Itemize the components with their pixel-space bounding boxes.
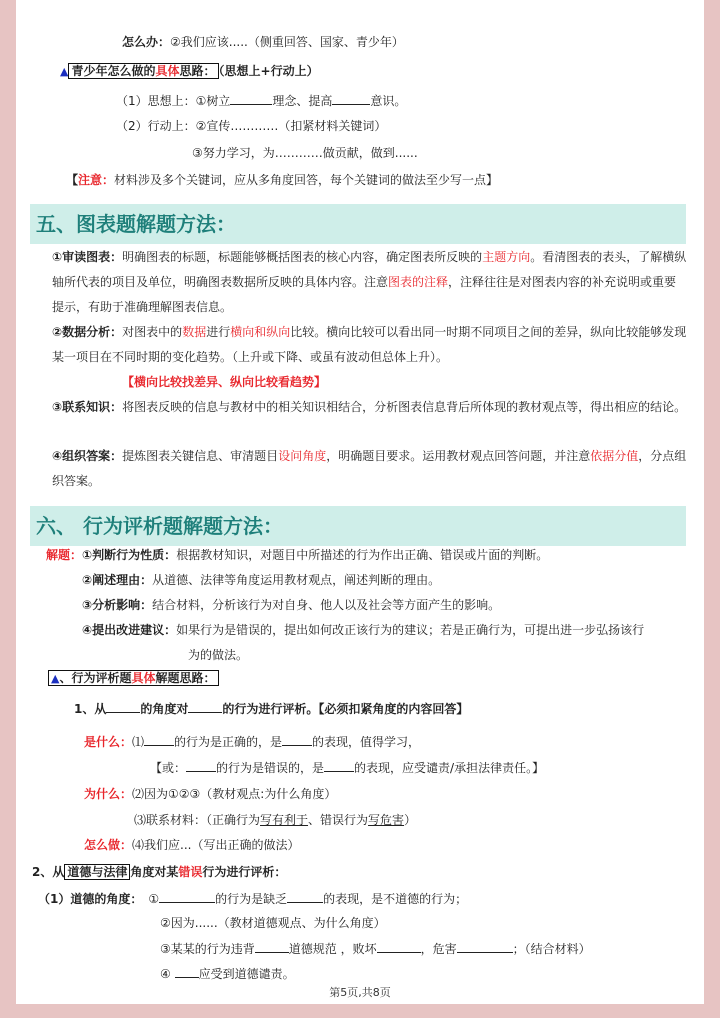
r2-b: 角度对某 (130, 865, 179, 879)
r2-box: 道德与法律 (64, 864, 130, 880)
m1-b: 的行为是缺乏 (215, 892, 288, 906)
step1-r1: 主题方向 (482, 250, 531, 264)
how-text: ②我们应该.....（侧重回答、国家、青少年） (170, 35, 404, 49)
do-label: 怎么做： (84, 838, 133, 852)
or-a: 【或： (150, 761, 187, 775)
r2-a: 2、从 (32, 865, 65, 879)
rule-2 (32, 864, 286, 880)
do-text: ⑷我们应...（写出正确的做法） (132, 838, 300, 852)
note-open: 【 (66, 173, 79, 187)
action-line: （2）行动上：②宣传…………（扣紧材料关键词） (116, 119, 387, 133)
step4-t2: ，明确题目要求。运用教材观点回答问题，并注意 (326, 449, 591, 463)
why2-b: 、错误行为 (308, 813, 369, 827)
youth-title-a: 青少年怎么做的 (71, 64, 156, 78)
r2-red: 错误 (178, 865, 203, 879)
s3-label: ③分析影响： (82, 598, 153, 612)
r2-c: 行为进行评析： (202, 865, 287, 879)
step3-t1: 将图表反映的信息与教材中的相关知识相结合，分析图表信息背后所体现的教材观点等，得出相应的结论。 (122, 400, 687, 414)
m1-a: ① (148, 892, 160, 906)
s2-text: 从道德、法律等角度运用教材观点，阐述判断的理由。 (152, 573, 441, 587)
r1-c: 的行为进行评析。【必须扣紧角度的内容回答】 (222, 702, 469, 716)
moral-line-4 (160, 965, 295, 982)
solve-step-3 (82, 597, 500, 613)
solve-step-1 (46, 547, 548, 563)
blank-line (175, 965, 199, 978)
do-line (84, 837, 299, 853)
step1-t2: 。看清图表的表头，了解横纵轴所代表的项目及单位，明确图表数据所反映的具体内容。注意 (52, 250, 687, 289)
m1-c: 的表现，是不道德的行为； (323, 892, 468, 906)
step1-r2: 图表的注释 (388, 275, 449, 289)
step4-t1: 提炼图表关键信息、审清题目 (122, 449, 279, 463)
behavior-box-heading (48, 670, 219, 687)
youth-title-b: 思路： (179, 64, 216, 78)
what-a: ⑴ (132, 735, 145, 749)
how-label: 怎么办： (122, 35, 171, 49)
blank-line (159, 890, 215, 903)
what-b: 的行为是正确的，是 (174, 735, 283, 749)
thought-b: 理念、提高 (272, 94, 333, 108)
what-c: 的表现，值得学习， (312, 735, 421, 749)
moral-line-1 (38, 890, 467, 907)
why2-c: ） (404, 813, 417, 827)
youth-heading (60, 63, 319, 80)
blank-line (188, 700, 222, 713)
page-footer: 第5页,共8页 (329, 986, 391, 999)
section6-heading (30, 506, 686, 546)
r1-b: 的角度对 (140, 702, 189, 716)
section5-title: 五、图表题解题方法： (36, 212, 236, 236)
box-red: 具体 (131, 671, 156, 685)
step2-t3: 比较。横向比较可以看出同一时期不同项目之间的差异，纵向比较能够发现某一项目在不同时期的变化趋势。（上升或下降、或虽有波动但总体上升）。 (52, 325, 687, 364)
chart-step-2 (52, 320, 688, 370)
compare-tip: 【横向比较找差异、纵向比较看趋势】 (122, 375, 327, 389)
or-line (150, 759, 544, 776)
note-line (66, 172, 498, 188)
box-a: 、行为评析题 (59, 671, 132, 685)
youth-title-box (68, 63, 218, 79)
m3-c: ，危害 (420, 942, 457, 956)
m3-a: ③某某的行为违背 (160, 942, 255, 956)
blank-line (287, 890, 323, 903)
step2-r1: 数据 (182, 325, 207, 339)
note-label: 注意： (78, 173, 115, 187)
behavior-box (48, 670, 219, 686)
what-label: 是什么： (84, 735, 133, 749)
note-text: 材料涉及多个关键词，应从多角度回答，每个关键词的做法至少写一点】 (114, 173, 499, 187)
blank-line (282, 733, 312, 746)
step4-r1: 设问角度 (278, 449, 327, 463)
section5-heading (30, 204, 686, 244)
thought-a: （1）思想上：①树立 (116, 94, 231, 108)
m3-b: 道德规范 ，败坏 (288, 942, 377, 956)
step4-t3: ，分点组织答案。 (52, 449, 687, 488)
s4-label: ④提出改进建议： (82, 623, 177, 637)
moral-label: （1）道德的角度： (38, 892, 143, 906)
blank-line (106, 700, 140, 713)
chart-step-1 (52, 245, 688, 320)
step4-r2: 依据分值 (590, 449, 639, 463)
step1-t3: ，注释往往是对图表内容的补充说明或重要提示，有助于准确理解图表信息。 (52, 275, 677, 314)
solve-step-4 (82, 622, 644, 638)
chart-step-4 (52, 444, 688, 494)
why2-a: ⑶联系材料：（正确行为 (134, 813, 261, 827)
step2-t1: 对图表中的 (122, 325, 183, 339)
m3-d: ；（结合材料） (512, 942, 591, 956)
solve-label: 解题： (46, 548, 83, 562)
s2-label: ②阐述理由： (82, 573, 153, 587)
s1-label: ①判断行为性质： (82, 548, 177, 562)
triangle-bullet-icon: ▲ (51, 672, 60, 685)
how-line (122, 34, 404, 50)
blank-line (324, 759, 354, 772)
blank-line (230, 92, 272, 105)
m4-b: 应受到道德谴责。 (198, 967, 295, 981)
s3-text: 结合材料，分析该行为对自身、他人以及社会等方面产生的影响。 (152, 598, 501, 612)
rule-1 (74, 700, 468, 717)
youth-title-red: 具体 (155, 64, 180, 78)
solve-step-4-cont: 为的做法。 (188, 648, 249, 662)
why-line-1 (84, 786, 336, 802)
why-label: 为什么： (84, 787, 133, 801)
blank-line (377, 940, 421, 953)
why-1: ⑵因为①②③（教材观点:为什么角度） (132, 787, 337, 801)
blank-line (186, 759, 216, 772)
box-b: 解题思路： (155, 671, 216, 685)
study-line: ③努力学习，为…………做贡献，做到...... (192, 146, 418, 160)
step2-r2: 横向和纵向 (230, 325, 291, 339)
step3-label: ③联系知识： (52, 400, 123, 414)
why-line-2 (134, 812, 416, 828)
s4-t1: 如果行为是错误的，提出如何改正该行为的建议；若是正确行为，可提出进一步弘扬该行 (176, 623, 645, 637)
thought-c: 意识。 (370, 94, 407, 108)
step2-label: ②数据分析： (52, 325, 123, 339)
moral-line-2: ②因为......（教材道德观点、为什么角度） (160, 916, 386, 930)
triangle-bullet-icon: ▲ (60, 65, 69, 78)
m4-a: ④ (160, 967, 175, 981)
thought-line (116, 92, 406, 109)
r1-a: 1、从 (74, 702, 107, 716)
section6-title: 六、 行为评析题解题方法： (36, 514, 283, 538)
s1-text: 根据教材知识，对题目中所描述的行为作出正确、错误或片面的判断。 (176, 548, 549, 562)
or-b: 的行为是错误的，是 (216, 761, 325, 775)
blank-line (144, 733, 174, 746)
why2-u1: 写有利于 (260, 813, 309, 827)
step1-t1: 明确图表的标题，标题能够概括图表的核心内容，确定图表所反映的 (122, 250, 483, 264)
blank-line (255, 940, 289, 953)
document-page (16, 0, 704, 1004)
youth-hint: （思想上+行动上） (218, 64, 319, 78)
chart-step-3 (52, 395, 688, 420)
step4-label: ④组织答案： (52, 449, 123, 463)
or-c: 的表现，应受谴责/承担法律责任。】 (354, 761, 545, 775)
step2-t2: 进行 (206, 325, 231, 339)
why2-u2: 写危害 (368, 813, 405, 827)
blank-line (457, 940, 513, 953)
solve-step-2 (82, 572, 440, 588)
step1-label: ①审读图表： (52, 250, 123, 264)
moral-line-3 (160, 940, 591, 957)
what-line (84, 733, 420, 750)
blank-line (332, 92, 370, 105)
